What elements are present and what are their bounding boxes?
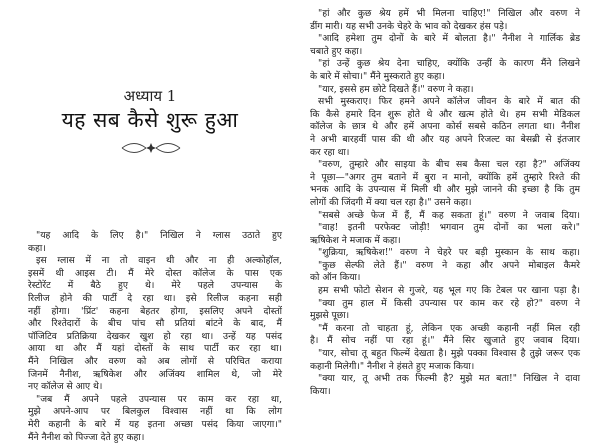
text-line: "यार, इससे हम छोटे दिखते हैं।" वरुण ने कहा।	[310, 84, 580, 97]
text-line: नए कॉलेज से आए थे।	[28, 381, 282, 394]
text-line: इस ग्लास में ना तो वाइन थी और ना ही अल्कोहॉल,	[28, 255, 282, 268]
text-line: पॉजिटिव प्रतिक्रिया देखकर खुश हो रहा था। उन्हें यह पसंद	[28, 331, 282, 344]
text-line: मुझसे पूछा।	[310, 310, 580, 323]
text-line: कहा।	[28, 243, 282, 256]
text-line: चबाते हुए कहा।	[310, 46, 580, 59]
text-line: हम सभी फोटो सेशन से गुजरे, यह भूल गए कि टेबल पर खाना पड़ा है।	[310, 285, 580, 298]
left-page-body	[28, 230, 282, 444]
text-line: मेरी कहानी के बारे में यह इतना अच्छा पसंद किया जाएगा।"	[28, 419, 282, 432]
text-line: कर रहा था।	[310, 147, 580, 160]
text-line: लोगों की जिंदगी में क्या चल रहा है।" उसने कहा।	[310, 197, 580, 210]
text-line: "हां उन्हें कुछ श्रेय देना चाहिए, क्योंकि उन्हीं के कारण मैंने लिखने	[310, 58, 580, 71]
text-line: कहानी मिलेगी।" नैनीश ने हंसते हुए मजाक किया।	[310, 361, 580, 374]
text-line: कि कैसे हमारे दिन शुरू होते थे और खत्म होते थे। हम सभी मेडिकल	[310, 109, 580, 122]
text-line: भनक आदि के उपन्यास में मिली थी और मुझे जानने की इच्छा है कि तुम	[310, 184, 580, 197]
text-line: जिनमें नैनीश, ऋषिकेश और अजिंक्य शामिल थे, जो मेरे	[28, 369, 282, 382]
text-line: ऋषिकेश ने मजाक में कहा।	[310, 235, 580, 248]
text-line: "क्या यार, तू अभी तक फिल्मी है? मुझे मत बता!" निखिल ने दावा	[310, 373, 580, 386]
text-line: "आदि हमेशा तुम दोनों के बारे में बोलता है।" नैनीश ने गार्लिक ब्रेड	[310, 33, 580, 46]
text-line: नहीं होगा। 'प्रिंट' कहना बेहतर होगा, इसलिए अपने दोस्तों	[28, 306, 282, 319]
text-line: और रिश्तेदारों के बीच पांच सौ प्रतियां बांटने के बाद, मैं	[28, 318, 282, 331]
text-line: रिलीज होने की पार्टी दे रहा था। इसे रिलीज कहना सही	[28, 293, 282, 306]
text-line: किया।	[310, 386, 580, 399]
text-line: "मैं करना तो चाहता हूं, लेकिन एक अच्छी कहानी नहीं मिल रही	[310, 323, 580, 336]
text-line: "जब मैं अपने पहले उपन्यास पर काम कर रहा था,	[28, 394, 282, 407]
text-line: "सबसे अच्छे फेज में हैं, मैं कह सकता हूं।" वरुण ने जवाब दिया।	[310, 210, 580, 223]
text-line: को ऑन किया।	[310, 272, 580, 285]
text-line: "वाह! इतनी परफेक्ट जोड़ी! भगवान तुम दोनों का भला करे।"	[310, 222, 580, 235]
right-page	[300, 0, 600, 432]
text-line: ने अभी बारहवीं पास की थी और यह अपने रिजल्ट का बेसब्री से इंतजार	[310, 134, 580, 147]
text-line: "वरुण, तुम्हारे और साइया के बीच सब कैसा चल रहा है?" अजिंक्य	[310, 159, 580, 172]
text-line: मैंने निखिल और वरुण को अब लोगों से परिचित कराया	[28, 356, 282, 369]
text-line: ने पूछा—"अगर तुम बताने में बुरा न मानो, क्योंकि हमें तुम्हारे रिश्ते की	[310, 172, 580, 185]
text-line: "हां और कुछ श्रेय हमें भी मिलना चाहिए!" निखिल और वरुण ने	[310, 8, 580, 21]
chapter-ornament-icon	[120, 141, 182, 155]
left-page	[0, 0, 300, 432]
text-line: "कुछ सेल्फी लेते हैं।" वरुण ने कहा और अपने मोबाइल कैमरे	[310, 260, 580, 273]
text-line: है। मैं सोच नहीं पा रहा हूं।" मैंने सिर खुजाते हुए जवाब दिया।	[310, 335, 580, 348]
chapter-number: अध्याय 1	[0, 86, 300, 106]
text-line: "यह आदि के लिए है।" निखिल ने ग्लास उठाते हुए	[28, 230, 282, 243]
text-line: रेस्टोरेंट में बैठे हुए थे। मेरे पहले उपन्यास के	[28, 280, 282, 293]
text-line: "यार, सोचा तू बहुत फिल्में देखता है। मुझे पक्का विश्वास है तुझे जरूर एक	[310, 348, 580, 361]
text-line: आया था और मैं यहां दोस्तों के साथ पार्टी कर रहा था।	[28, 343, 282, 356]
text-line: इसमें थी आइस टी। मैं मेरे दोस्त कॉलेज के पास एक	[28, 268, 282, 281]
text-line: मैंने नैनीश को पिज्जा देते हुए कहा।	[28, 432, 282, 444]
text-line: "क्या तुम हाल में किसी उपन्यास पर काम कर रहे हो?" वरुण ने	[310, 298, 580, 311]
text-line: सभी मुस्कराए। फिर हमने अपने कॉलेज जीवन के बारे में बात की	[310, 96, 580, 109]
text-line: डींग मारी। यह सभी उनके चेहरे के भाव को देखकर हंस पड़े।	[310, 21, 580, 34]
text-line: कॉलेज के छात्र थे और हमें अपना कोर्स सबसे कठिन लगता था। नैनीश	[310, 121, 580, 134]
right-page-body	[310, 8, 580, 398]
text-line: "शुक्रिया, ऋषिकेश!" वरुण ने चेहरे पर बड़ी मुस्कान के साथ कहा।	[310, 247, 580, 260]
text-line: के बारे में सोचा।" मैंने मुस्कराते हुए कहा।	[310, 71, 580, 84]
text-line: मुझे अपने-आप पर बिलकुल विश्वास नहीं था कि लोग	[28, 406, 282, 419]
chapter-title: यह सब कैसे शुरू हुआ	[0, 106, 300, 134]
